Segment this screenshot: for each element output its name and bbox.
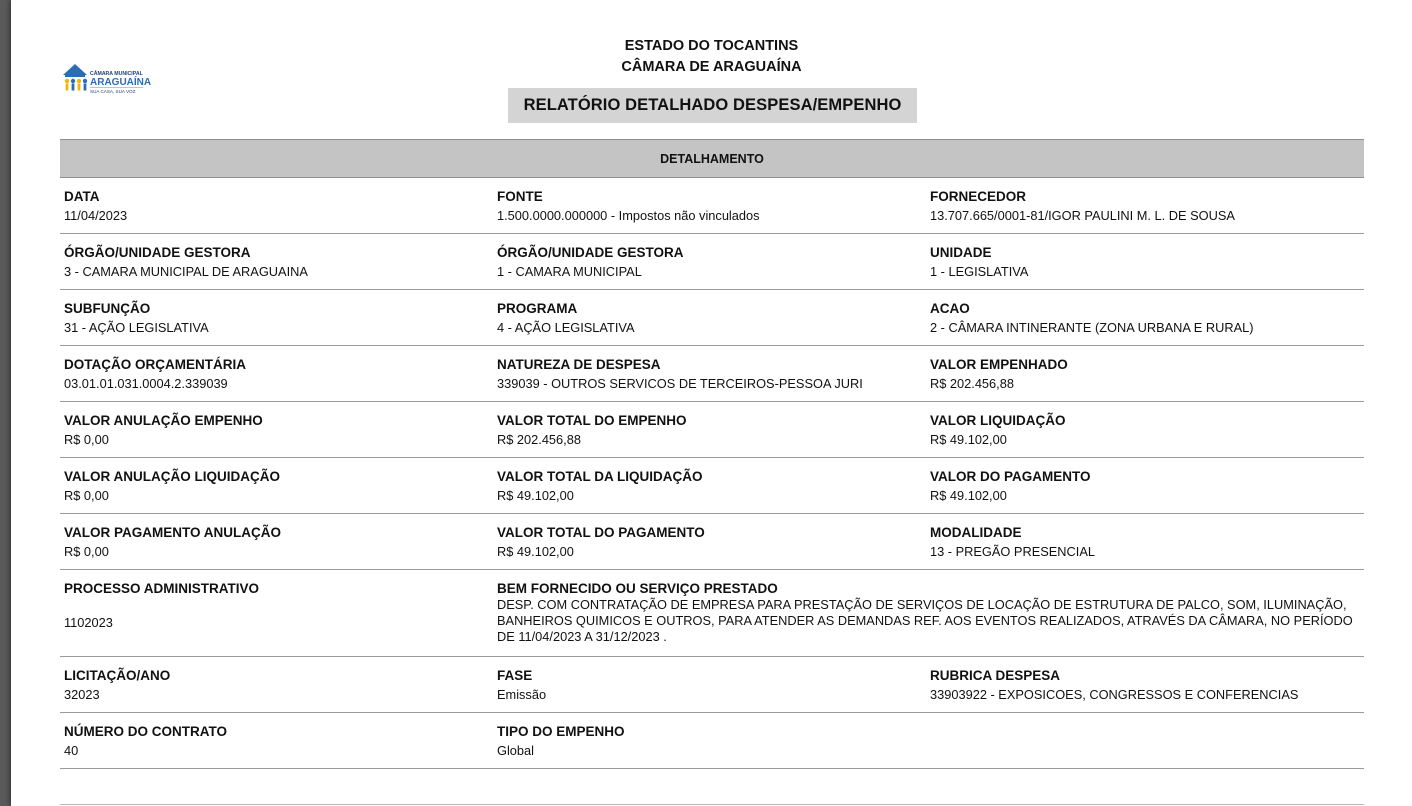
field-value: 13 - PREGÃO PRESENCIAL — [930, 544, 1095, 559]
field-value: R$ 0,00 — [64, 432, 109, 447]
detail-cell — [493, 514, 926, 569]
process-label: PROCESSO ADMINISTRATIVO — [64, 581, 260, 596]
detail-cell — [926, 402, 1364, 457]
field-value: 13.707.665/0001-81/IGOR PAULINI M. L. DE SOUSA — [930, 208, 1235, 223]
detail-cell — [926, 346, 1364, 401]
field-value: 3 - CAMARA MUNICIPAL DE ARAGUAINA — [64, 264, 308, 279]
detail-cell — [60, 402, 493, 457]
field-label: RUBRICA DESPESA — [930, 668, 1061, 683]
detail-cell — [926, 514, 1364, 569]
field-label: LICITAÇÃO/ANO — [64, 668, 171, 683]
detail-cell — [493, 402, 926, 457]
field-label: FASE — [497, 668, 533, 683]
field-label: VALOR TOTAL DO PAGAMENTO — [497, 525, 705, 540]
detail-cell — [493, 657, 926, 712]
detail-cell — [60, 514, 493, 569]
detail-cell — [926, 657, 1364, 712]
detail-cell — [493, 570, 1364, 656]
field-value: R$ 49.102,00 — [930, 488, 1007, 503]
field-value: R$ 202.456,88 — [497, 432, 581, 447]
field-label: DATA — [64, 189, 100, 204]
field-label: DOTAÇÃO ORÇAMENTÁRIA — [64, 357, 246, 372]
field-label: VALOR EMPENHADO — [930, 357, 1068, 372]
detail-cell — [60, 657, 493, 712]
detail-cell — [926, 290, 1364, 345]
field-value: R$ 49.102,00 — [497, 488, 574, 503]
field-value: 31 - AÇÃO LEGISLATIVA — [64, 320, 209, 335]
field-value: 1 - LEGISLATIVA — [930, 264, 1029, 279]
detail-cell — [60, 290, 493, 345]
detail-cell — [493, 346, 926, 401]
table-row — [60, 346, 1364, 402]
field-value: 2 - CÂMARA INTINERANTE (ZONA URBANA E RURAL) — [930, 320, 1254, 335]
chamber-title: CÂMARA DE ARAGUAÍNA — [621, 59, 802, 75]
field-value: Global — [497, 743, 534, 758]
section-header: DETALHAMENTO — [60, 139, 1364, 178]
field-value: 32023 — [64, 687, 100, 702]
field-label: PROGRAMA — [497, 301, 578, 316]
field-label: SUBFUNÇÃO — [64, 301, 151, 316]
field-label: VALOR PAGAMENTO ANULAÇÃO — [64, 525, 281, 540]
field-value: 1 - CAMARA MUNICIPAL — [497, 264, 642, 279]
detail-cell — [493, 290, 926, 345]
field-label: VALOR LIQUIDAÇÃO — [930, 413, 1066, 428]
detail-cell — [493, 458, 926, 513]
field-value: 4 - AÇÃO LEGISLATIVA — [497, 320, 635, 335]
field-value: 03.01.01.031.0004.2.339039 — [64, 376, 228, 391]
logo-text-line1: CÂMARA MUNICIPAL — [90, 71, 143, 77]
field-label: VALOR ANULAÇÃO LIQUIDAÇÃO — [64, 469, 280, 484]
field-label: VALOR TOTAL DO EMPENHO — [497, 413, 687, 428]
service-value: DESP. COM CONTRATAÇÃO DE EMPRESA PARA PRESTAÇÃO DE SERVIÇOS DE LOCAÇÃO DE ESTRUTURA DE PALCO, SOM, ILUMINAÇÃO, BANHEIROS QUIMICOS E OUTROS, PARA ATENDER AS DEMANDAS REF. AOS EVENTOS REALIZADOS, ATRAVÉS DA CÂMARA, NO PERÍODO DE 11/04/2023 A 31/12/2023 . — [497, 597, 1353, 644]
field-label: ÓRGÃO/UNIDADE GESTORA — [64, 245, 251, 260]
field-label: FORNECEDOR — [930, 189, 1027, 204]
table-row — [60, 290, 1364, 346]
field-label: TIPO DO EMPENHO — [497, 724, 625, 739]
field-label: VALOR DO PAGAMENTO — [930, 469, 1091, 484]
report-page — [11, 0, 1412, 806]
field-label: ACAO — [930, 301, 970, 316]
bottom-divider — [60, 804, 1364, 805]
field-value: R$ 49.102,00 — [497, 544, 574, 559]
logo-text-line2: ARAGUAÍNA — [90, 77, 151, 88]
service-label: BEM FORNECIDO OU SERVIÇO PRESTADO — [497, 581, 778, 596]
table-row — [60, 657, 1364, 713]
field-label: UNIDADE — [930, 245, 992, 260]
detail-cell — [60, 234, 493, 289]
field-label: VALOR ANULAÇÃO EMPENHO — [64, 413, 263, 428]
detail-cell — [493, 178, 926, 233]
table-row-process — [60, 570, 1364, 657]
field-label: NÚMERO DO CONTRATO — [64, 724, 227, 739]
table-row — [60, 234, 1364, 290]
field-label: FONTE — [497, 189, 543, 204]
field-value: 339039 - OUTROS SERVICOS DE TERCEIROS-PESSOA JURI — [497, 376, 863, 391]
detail-table — [60, 139, 1364, 769]
field-label: VALOR TOTAL DA LIQUIDAÇÃO — [497, 469, 703, 484]
table-row — [60, 178, 1364, 234]
table-row — [60, 514, 1364, 570]
detail-cell — [493, 713, 926, 768]
detail-cell — [60, 458, 493, 513]
detail-cell — [493, 234, 926, 289]
table-row — [60, 458, 1364, 514]
process-value: 1102023 — [64, 615, 113, 630]
table-row — [60, 402, 1364, 458]
detail-cell — [926, 458, 1364, 513]
field-label: NATUREZA DE DESPESA — [497, 357, 661, 372]
detail-cell — [926, 234, 1364, 289]
field-value: 33903922 - EXPOSICOES, CONGRESSOS E CONFERENCIAS — [930, 687, 1299, 702]
detail-cell — [60, 346, 493, 401]
field-value: 11/04/2023 — [64, 208, 128, 223]
detail-cell — [926, 713, 1364, 768]
field-value: Emissão — [497, 687, 547, 702]
detail-cell — [926, 178, 1364, 233]
detail-cell — [60, 570, 493, 656]
field-value: R$ 0,00 — [64, 488, 109, 503]
field-value: R$ 0,00 — [64, 544, 109, 559]
detail-cell — [60, 178, 493, 233]
logo-text-line3: SUA CASA, SUA VOZ — [90, 89, 136, 94]
detail-cell — [60, 713, 493, 768]
field-value: R$ 202.456,88 — [930, 376, 1014, 391]
field-value: 1.500.0000.000000 - Impostos não vinculados — [497, 208, 760, 223]
report-title: RELATÓRIO DETALHADO DESPESA/EMPENHO — [508, 88, 917, 123]
field-value: R$ 49.102,00 — [930, 432, 1007, 447]
field-label: MODALIDADE — [930, 525, 1022, 540]
field-value: 40 — [64, 743, 79, 758]
table-row — [60, 713, 1364, 769]
field-label: ÓRGÃO/UNIDADE GESTORA — [497, 245, 684, 260]
state-title: ESTADO DO TOCANTINS — [624, 38, 799, 54]
